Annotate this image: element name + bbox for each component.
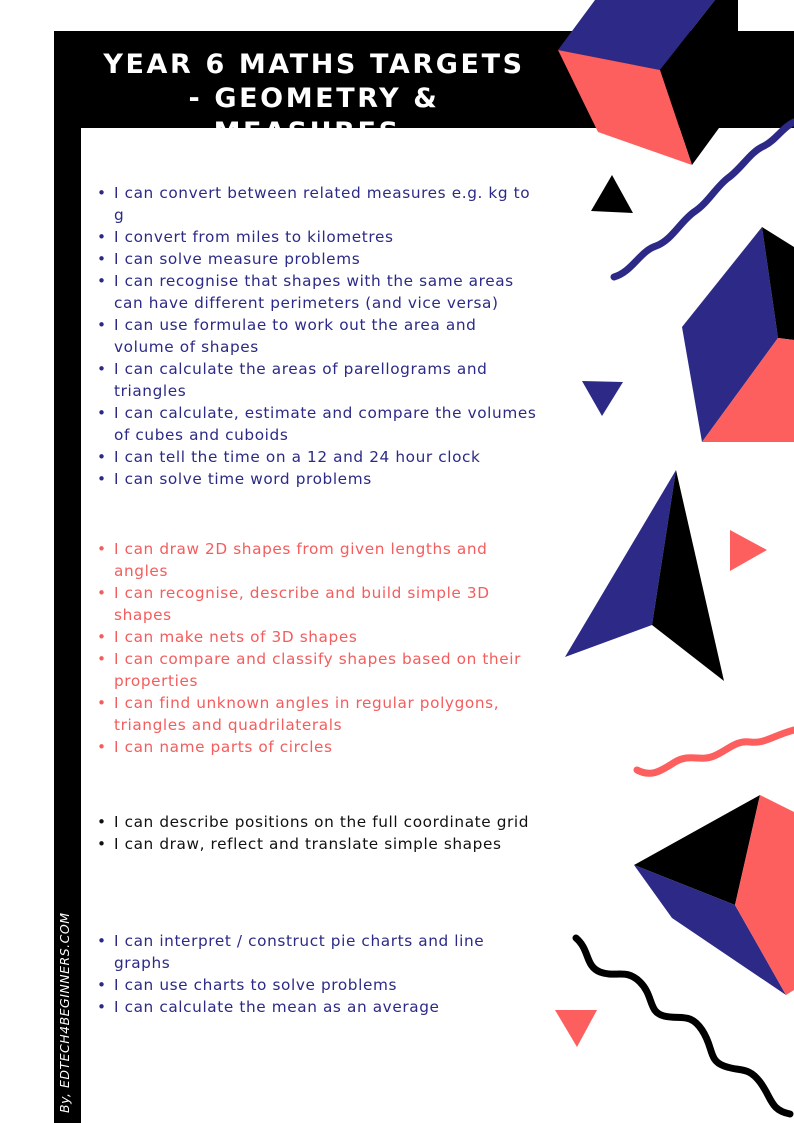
triangle-decoration-4: [555, 1010, 597, 1047]
page-title-line1: YEAR 6 MATHS TARGETS: [103, 49, 525, 80]
triangle-decoration-2: [582, 381, 623, 416]
page-title-line2: - GEOMETRY & MEASURES-: [188, 83, 440, 148]
target-list-measures: [97, 182, 537, 490]
list-item: • I can make nets of 3D shapes: [97, 626, 537, 648]
target-list-shapes: [97, 538, 537, 758]
arrowhead-decoration: [565, 470, 724, 681]
credit-text: By, EDTECH4BEGINNERS.COM: [57, 912, 72, 1113]
list-item: • I can draw 2D shapes from given lengths and angles: [97, 538, 537, 582]
list-item: • I can interpret / construct pie charts and line graphs: [97, 930, 537, 974]
list-item: • I can calculate the areas of parellograms and triangles: [97, 358, 537, 402]
cube-right-decoration: [682, 227, 794, 442]
list-item: • I can name parts of circles: [97, 736, 537, 758]
list-item: • I can recognise, describe and build simple 3D shapes: [97, 582, 537, 626]
list-item: • I can draw, reflect and translate simple shapes: [97, 833, 537, 855]
cube-bottom-decoration: [634, 795, 794, 995]
list-item: • I can compare and classify shapes based on their properties: [97, 648, 537, 692]
list-item: • I can solve time word problems: [97, 468, 537, 490]
list-item: • I can recognise that shapes with the same areas can have different perimeters (and vice versa): [97, 270, 537, 314]
cube-top-decoration: [558, 0, 738, 165]
target-list-statistics: [97, 930, 537, 1018]
squiggle-coral-decoration: [637, 730, 794, 773]
list-item: • I can tell the time on a 12 and 24 hour clock: [97, 446, 537, 468]
list-item: • I can use charts to solve problems: [97, 974, 537, 996]
triangle-decoration-1: [591, 175, 633, 213]
list-item: • I can solve measure problems: [97, 248, 537, 270]
list-item: • I can calculate the mean as an average: [97, 996, 537, 1018]
list-item: • I can find unknown angles in regular polygons, triangles and quadrilaterals: [97, 692, 537, 736]
list-item: • I can describe positions on the full coordinate grid: [97, 811, 537, 833]
list-item: • I can use formulae to work out the area and volume of shapes: [97, 314, 537, 358]
triangle-decoration-3: [730, 530, 767, 571]
list-item: • I can calculate, estimate and compare the volumes of cubes and cuboids: [97, 402, 537, 446]
target-list-position: [97, 811, 537, 855]
list-item: • I can convert between related measures e.g. kg to g: [97, 182, 537, 226]
list-item: • I convert from miles to kilometres: [97, 226, 537, 248]
